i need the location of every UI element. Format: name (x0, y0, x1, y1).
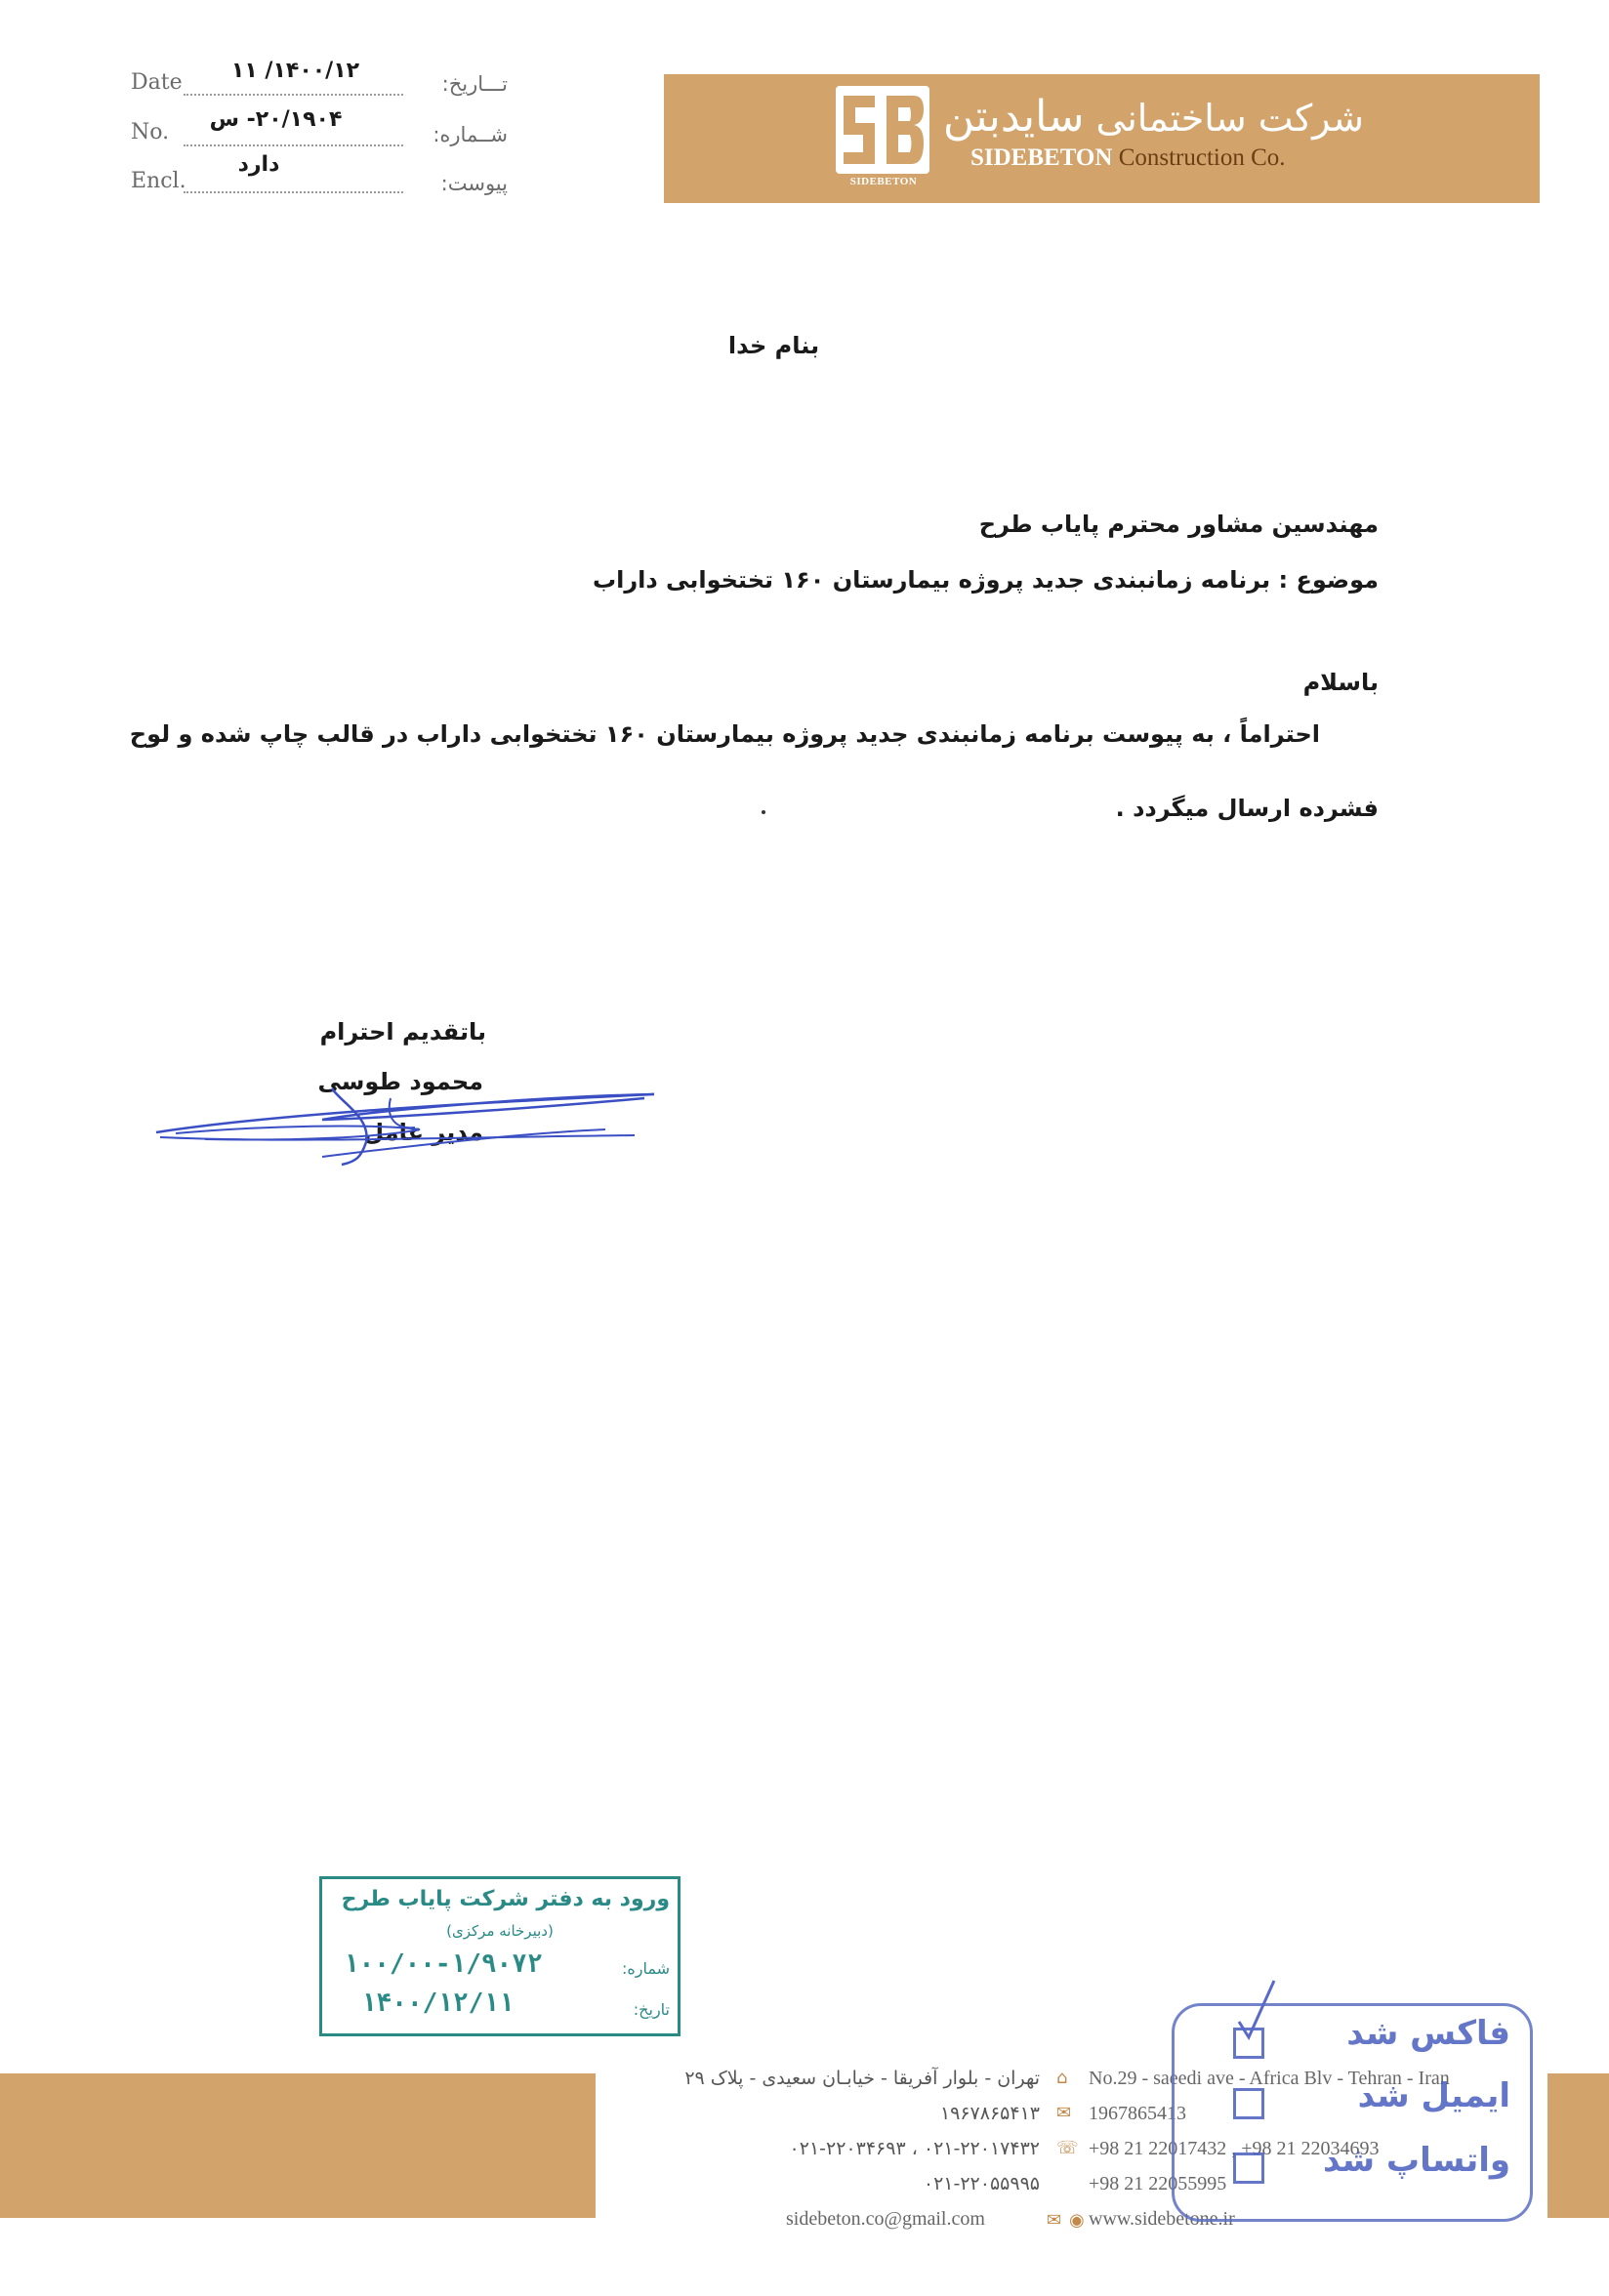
company-name-fa-prefix: شرکت ساختمانی (1084, 97, 1364, 140)
company-name-en (970, 144, 1286, 172)
footer-band-right (1547, 2073, 1609, 2218)
date-label-en: Date (131, 70, 183, 95)
checkmark-icon (1235, 1977, 1294, 2055)
encl-value: دارد (237, 152, 280, 177)
email-icon: ✉ (1047, 2210, 1062, 2231)
date-value: ۱۴۰۰/۱۲/ ۱۱ (230, 59, 360, 83)
company-name-en-main: SIDEBETON (970, 144, 1113, 171)
footer-band-left (0, 2073, 596, 2218)
number-label-en: No. (131, 120, 170, 144)
footer-phones-fa: ۰۲۱-۲۲۰۱۷۴۳۲ ، ۰۲۱-۲۲۰۳۴۶۹۳ (789, 2138, 1040, 2159)
whatsapp-checkbox (1233, 2152, 1264, 2184)
number-value: ۲۰/۱۹۰۴- س (209, 107, 343, 132)
email-checkbox (1233, 2088, 1264, 2119)
footer-postal-en: 1967865413 (1089, 2103, 1186, 2124)
invocation: بنام خدا (727, 332, 820, 359)
closing: باتقدیم احترام (319, 1018, 486, 1046)
handwritten-signature (146, 1069, 674, 1176)
home-icon: ⌂ (1056, 2068, 1068, 2088)
receipt-stamp (319, 1876, 681, 2036)
footer-phones-en: +98 21 22017432 , +98 21 22034693 (1089, 2138, 1380, 2159)
number-line (184, 144, 403, 146)
globe-icon: ◉ (1069, 2210, 1085, 2231)
mailbox-icon: ✉ (1056, 2103, 1072, 2123)
dispatch-stamp (1172, 2003, 1533, 2222)
number-label-fa: شــماره: (433, 123, 508, 146)
logo-caption: SIDEBETON (849, 176, 918, 187)
encl-label-en: Encl. (131, 169, 186, 193)
date-line (184, 94, 403, 96)
dispatch-fax: فاکس شد (1346, 2014, 1510, 2053)
date-label-fa: تـــاریخ: (441, 72, 508, 96)
dispatch-email: ایمیل شد (1357, 2076, 1510, 2115)
encl-line (184, 191, 403, 193)
footer-website[interactable]: www.sidebetone.ir (1089, 2208, 1235, 2230)
company-name-fa-main: سایدبتن (942, 92, 1085, 142)
footer-fax-en: +98 21 22055995 (1089, 2173, 1227, 2194)
receipt-number-value: ۱۰۰/۰۰-۱/۹۰۷۲ (344, 1949, 543, 1979)
company-name-fa (943, 92, 1364, 142)
body-line-2: فشرده ارسال میگردد . (1115, 795, 1379, 822)
dispatch-whatsapp: واتساپ شد (1323, 2141, 1510, 2180)
subject: موضوع : برنامه زمانبندی جدید پروژه بیمارستان ۱۶۰ تختخوابی داراب (593, 566, 1379, 594)
letter-meta (127, 59, 517, 205)
recipient: مهندسین مشاور محترم پایاب طرح (978, 511, 1379, 538)
footer-address-fa: تهران - بلوار آفریقا - خیابـان سعیدی - پلاک ۲۹ (684, 2068, 1040, 2089)
signer-title: مدیر عامل (363, 1119, 483, 1146)
greeting: باسلام (1302, 669, 1379, 696)
receipt-date-value: ۱۴۰۰/۱۲/۱۱ (361, 1988, 515, 2018)
footer-fax-fa: ۰۲۱-۲۲۰۵۵۹۹۵ (923, 2173, 1040, 2194)
body-line-1: احتراماً ، به پیوست برنامه زمانبندی جدید پروژه بیمارستان ۱۶۰ تختخوابی داراب در قالب چاپ شده و لوح (129, 720, 1320, 748)
footer-email[interactable]: sidebeton.co@gmail.com (786, 2208, 985, 2230)
stray-dot (762, 810, 765, 814)
encl-label-fa: پیوست: (440, 172, 508, 195)
company-name-en-suffix: Construction Co. (1112, 144, 1286, 171)
signer-name: محمود طوسی (317, 1068, 483, 1095)
company-logo (836, 86, 929, 191)
footer-postal-fa: ۱۹۶۷۸۶۵۴۱۳ (939, 2103, 1040, 2124)
receipt-date-label: تاریخ: (633, 2000, 670, 2019)
receipt-stamp-subtitle: (دبیرخانه مرکزی) (446, 1922, 554, 1940)
footer-address-en: No.29 - saeedi ave - Africa Blv - Tehran - Iran (1089, 2068, 1450, 2089)
brand-banner (664, 74, 1540, 203)
receipt-stamp-title: ورود به دفتر شرکت پایاب طرح (341, 1887, 670, 1911)
receipt-number-label: شماره: (621, 1959, 670, 1978)
phone-icon: ☏ (1056, 2138, 1079, 2158)
